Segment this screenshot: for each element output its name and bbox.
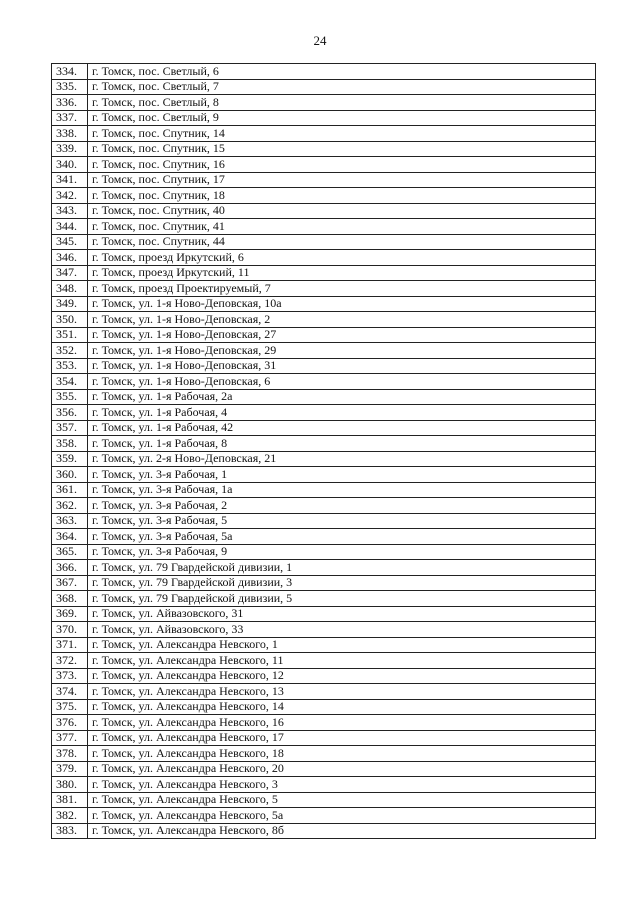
row-number-cell: 351. <box>52 327 88 343</box>
row-number-cell: 361. <box>52 482 88 498</box>
address-cell: г. Томск, пос. Спутник, 16 <box>88 157 596 173</box>
address-cell: г. Томск, пос. Спутник, 15 <box>88 141 596 157</box>
row-number-cell: 350. <box>52 312 88 328</box>
table-row <box>52 529 596 545</box>
table-row <box>52 777 596 793</box>
table-row <box>52 436 596 452</box>
address-cell: г. Томск, ул. Александра Невского, 13 <box>88 684 596 700</box>
address-cell: г. Томск, ул. Александра Невского, 11 <box>88 653 596 669</box>
address-cell: г. Томск, ул. Айвазовского, 33 <box>88 622 596 638</box>
address-cell: г. Томск, ул. 1-я Рабочая, 8 <box>88 436 596 452</box>
address-cell: г. Томск, ул. Александра Невского, 12 <box>88 668 596 684</box>
address-cell: г. Томск, пос. Светлый, 7 <box>88 79 596 95</box>
row-number-cell: 376. <box>52 715 88 731</box>
row-number-cell: 373. <box>52 668 88 684</box>
address-cell: г. Томск, ул. 1-я Рабочая, 42 <box>88 420 596 436</box>
row-number-cell: 355. <box>52 389 88 405</box>
address-cell: г. Томск, ул. Александра Невского, 17 <box>88 730 596 746</box>
row-number-cell: 338. <box>52 126 88 142</box>
table-row <box>52 606 596 622</box>
row-number-cell: 362. <box>52 498 88 514</box>
address-cell: г. Томск, ул. Александра Невского, 14 <box>88 699 596 715</box>
address-cell: г. Томск, ул. Александра Невского, 1 <box>88 637 596 653</box>
row-number-cell: 340. <box>52 157 88 173</box>
table-row <box>52 808 596 824</box>
address-cell: г. Томск, ул. 3-я Рабочая, 9 <box>88 544 596 560</box>
page-number: 24 <box>313 33 327 48</box>
row-number-cell: 369. <box>52 606 88 622</box>
address-cell: г. Томск, проезд Проектируемый, 7 <box>88 281 596 297</box>
row-number-cell: 378. <box>52 746 88 762</box>
row-number-cell: 371. <box>52 637 88 653</box>
row-number-cell: 347. <box>52 265 88 281</box>
address-cell: г. Томск, пос. Светлый, 9 <box>88 110 596 126</box>
table-row <box>52 157 596 173</box>
table-row <box>52 358 596 374</box>
table-row <box>52 172 596 188</box>
table-row <box>52 296 596 312</box>
address-cell: г. Томск, ул. Александра Невского, 18 <box>88 746 596 762</box>
table-row <box>52 699 596 715</box>
address-cell: г. Томск, ул. 3-я Рабочая, 1а <box>88 482 596 498</box>
row-number-cell: 349. <box>52 296 88 312</box>
row-number-cell: 345. <box>52 234 88 250</box>
table-body <box>52 64 596 839</box>
address-cell: г. Томск, ул. Александра Невского, 5 <box>88 792 596 808</box>
address-cell: г. Томск, ул. 79 Гвардейской дивизии, 5 <box>88 591 596 607</box>
address-cell: г. Томск, пос. Спутник, 40 <box>88 203 596 219</box>
table-row <box>52 668 596 684</box>
table-row <box>52 405 596 421</box>
row-number-cell: 364. <box>52 529 88 545</box>
address-cell: г. Томск, пос. Спутник, 14 <box>88 126 596 142</box>
row-number-cell: 348. <box>52 281 88 297</box>
table-row <box>52 79 596 95</box>
table-row <box>52 684 596 700</box>
table-row <box>52 203 596 219</box>
table-row <box>52 234 596 250</box>
row-number-cell: 339. <box>52 141 88 157</box>
address-cell: г. Томск, пос. Спутник, 41 <box>88 219 596 235</box>
row-number-cell: 366. <box>52 560 88 576</box>
address-cell: г. Томск, ул. 79 Гвардейской дивизии, 1 <box>88 560 596 576</box>
table-row <box>52 637 596 653</box>
table-row <box>52 64 596 80</box>
row-number-cell: 370. <box>52 622 88 638</box>
row-number-cell: 341. <box>52 172 88 188</box>
table-row <box>52 746 596 762</box>
row-number-cell: 377. <box>52 730 88 746</box>
address-cell: г. Томск, ул. 1-я Ново-Деповская, 29 <box>88 343 596 359</box>
address-cell: г. Томск, пос. Спутник, 18 <box>88 188 596 204</box>
row-number-cell: 342. <box>52 188 88 204</box>
address-cell: г. Томск, ул. 1-я Ново-Деповская, 2 <box>88 312 596 328</box>
address-cell: г. Томск, ул. 1-я Ново-Деповская, 6 <box>88 374 596 390</box>
row-number-cell: 375. <box>52 699 88 715</box>
table-row <box>52 420 596 436</box>
table-row <box>52 761 596 777</box>
row-number-cell: 337. <box>52 110 88 126</box>
row-number-cell: 368. <box>52 591 88 607</box>
address-cell: г. Томск, ул. 1-я Ново-Деповская, 10а <box>88 296 596 312</box>
address-cell: г. Томск, пос. Спутник, 44 <box>88 234 596 250</box>
table-row <box>52 265 596 281</box>
address-cell: г. Томск, ул. 1-я Ново-Деповская, 31 <box>88 358 596 374</box>
table-row <box>52 513 596 529</box>
row-number-cell: 380. <box>52 777 88 793</box>
row-number-cell: 334. <box>52 64 88 80</box>
address-cell: г. Томск, ул. Александра Невского, 5а <box>88 808 596 824</box>
row-number-cell: 343. <box>52 203 88 219</box>
table-row <box>52 482 596 498</box>
table-row <box>52 560 596 576</box>
table-row <box>52 188 596 204</box>
address-cell: г. Томск, проезд Иркутский, 6 <box>88 250 596 266</box>
row-number-cell: 354. <box>52 374 88 390</box>
address-cell: г. Томск, проезд Иркутский, 11 <box>88 265 596 281</box>
table-row <box>52 792 596 808</box>
table-row <box>52 95 596 111</box>
table-row <box>52 498 596 514</box>
row-number-cell: 353. <box>52 358 88 374</box>
address-cell: г. Томск, пос. Светлый, 8 <box>88 95 596 111</box>
table-row <box>52 141 596 157</box>
address-cell: г. Томск, пос. Спутник, 17 <box>88 172 596 188</box>
row-number-cell: 379. <box>52 761 88 777</box>
address-cell: г. Томск, ул. Александра Невского, 3 <box>88 777 596 793</box>
row-number-cell: 363. <box>52 513 88 529</box>
table-row <box>52 653 596 669</box>
row-number-cell: 357. <box>52 420 88 436</box>
address-cell: г. Томск, ул. 1-я Рабочая, 2а <box>88 389 596 405</box>
row-number-cell: 356. <box>52 405 88 421</box>
table-row <box>52 389 596 405</box>
address-cell: г. Томск, ул. 1-я Рабочая, 4 <box>88 405 596 421</box>
address-cell: г. Томск, ул. 2-я Ново-Деповская, 21 <box>88 451 596 467</box>
table-row <box>52 823 596 839</box>
table-row <box>52 544 596 560</box>
address-cell: г. Томск, ул. Александра Невского, 16 <box>88 715 596 731</box>
row-number-cell: 365. <box>52 544 88 560</box>
row-number-cell: 360. <box>52 467 88 483</box>
row-number-cell: 336. <box>52 95 88 111</box>
address-cell: г. Томск, ул. 3-я Рабочая, 1 <box>88 467 596 483</box>
row-number-cell: 383. <box>52 823 88 839</box>
table-row <box>52 467 596 483</box>
row-number-cell: 359. <box>52 451 88 467</box>
row-number-cell: 372. <box>52 653 88 669</box>
table-row <box>52 591 596 607</box>
address-cell: г. Томск, пос. Светлый, 6 <box>88 64 596 80</box>
table-row <box>52 575 596 591</box>
address-cell: г. Томск, ул. Александра Невского, 20 <box>88 761 596 777</box>
table-row <box>52 343 596 359</box>
address-cell: г. Томск, ул. 1-я Ново-Деповская, 27 <box>88 327 596 343</box>
table-row <box>52 374 596 390</box>
row-number-cell: 382. <box>52 808 88 824</box>
table-row <box>52 219 596 235</box>
row-number-cell: 344. <box>52 219 88 235</box>
address-cell: г. Томск, ул. 79 Гвардейской дивизии, 3 <box>88 575 596 591</box>
table-row <box>52 451 596 467</box>
table-row <box>52 250 596 266</box>
address-cell: г. Томск, ул. 3-я Рабочая, 2 <box>88 498 596 514</box>
row-number-cell: 352. <box>52 343 88 359</box>
row-number-cell: 374. <box>52 684 88 700</box>
table-row <box>52 126 596 142</box>
table-row <box>52 281 596 297</box>
address-cell: г. Томск, ул. Александра Невского, 8б <box>88 823 596 839</box>
row-number-cell: 381. <box>52 792 88 808</box>
address-cell: г. Томск, ул. Айвазовского, 31 <box>88 606 596 622</box>
row-number-cell: 335. <box>52 79 88 95</box>
address-cell: г. Томск, ул. 3-я Рабочая, 5 <box>88 513 596 529</box>
table-row <box>52 715 596 731</box>
row-number-cell: 367. <box>52 575 88 591</box>
address-cell: г. Томск, ул. 3-я Рабочая, 5а <box>88 529 596 545</box>
row-number-cell: 346. <box>52 250 88 266</box>
address-table <box>51 63 596 839</box>
table-row <box>52 312 596 328</box>
table-row <box>52 730 596 746</box>
table-row <box>52 327 596 343</box>
table-row <box>52 622 596 638</box>
table-row <box>52 110 596 126</box>
row-number-cell: 358. <box>52 436 88 452</box>
